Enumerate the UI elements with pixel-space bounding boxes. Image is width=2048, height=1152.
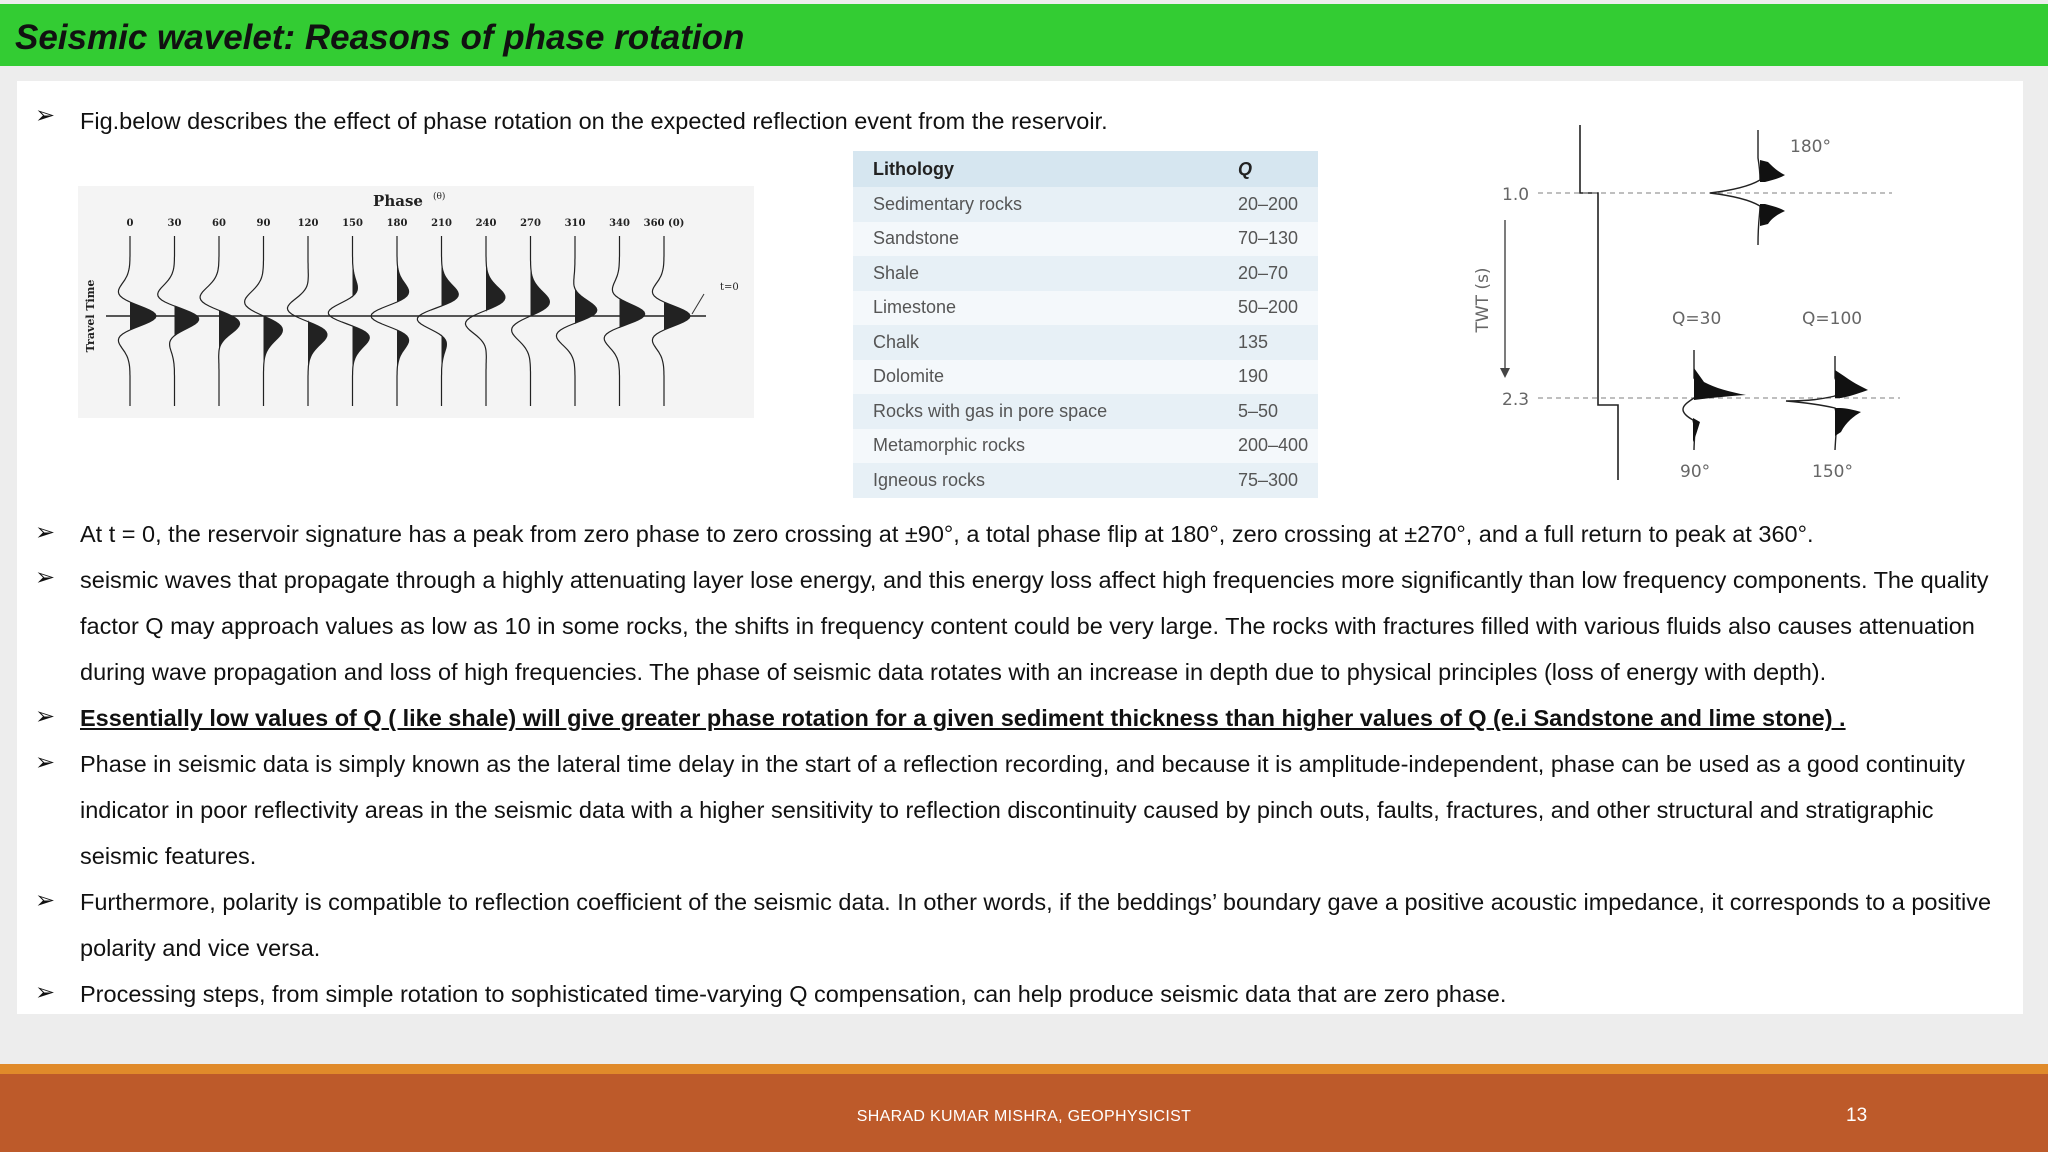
bullet-text-2: At t = 0, the reservoir signature has a peak from zero phase to zero crossing at ±90°, a total phase flip at 180°, zero crossing at ±270°, and a full return to peak at 360°.: [80, 521, 1814, 547]
phase-tick-label: 240: [475, 218, 497, 229]
phase-tick-label: 30: [167, 218, 182, 229]
table-cell-q: 75–300: [1238, 463, 1318, 498]
twt-label-1: 1.0: [1502, 185, 1530, 205]
twt-label-2: 2.3: [1502, 390, 1530, 410]
bullet-arrow-icon: ➢: [35, 518, 56, 546]
footer-accent-band: [0, 1064, 2048, 1074]
table-row: [853, 463, 1318, 498]
table-cell-q: 190: [1238, 360, 1318, 395]
table-header-lithology: Lithology: [853, 151, 1238, 187]
wavelet-180: [1710, 130, 1785, 245]
table-cell-q: 135: [1238, 325, 1318, 360]
table-row: [853, 325, 1318, 360]
phase-tick-label: 60: [212, 218, 226, 229]
table-row: [853, 187, 1318, 222]
table-cell-lithology: Chalk: [853, 325, 1238, 360]
table-cell-q: 50–200: [1238, 291, 1318, 326]
wavelet-trace: [328, 236, 369, 406]
table-header-q: Q: [1238, 151, 1318, 187]
wavelet-fill: [353, 236, 370, 406]
phase-tick-label: 360 (0): [643, 218, 685, 229]
table-cell-lithology: Igneous rocks: [853, 463, 1238, 498]
table-row: [853, 429, 1318, 464]
bullet-text-7: Processing steps, from simple rotation to sophisticated time-varying Q compensation, can help produce seismic data that are zero phase.: [80, 981, 1507, 1007]
phase-tick-label: 340: [609, 218, 630, 229]
table-cell-q: 20–200: [1238, 187, 1318, 222]
q1-phase-label: 90°: [1680, 462, 1711, 482]
wavelet-trace: [465, 236, 505, 406]
slide-title: Seismic wavelet: Reasons of phase rotation: [15, 18, 745, 57]
title-bar: [0, 4, 2048, 66]
phase-tick-label: 180: [386, 218, 408, 229]
footer: [0, 1074, 2048, 1152]
table-cell-q: 200–400: [1238, 429, 1318, 464]
wavelet-fill: [575, 236, 597, 406]
wavelet-fill: [175, 236, 199, 406]
q2-phase-label: 150°: [1812, 462, 1853, 482]
phase-figure-title: Phase: [373, 192, 423, 210]
phase-tick-label: 0: [126, 218, 134, 229]
bullet-arrow-icon: ➢: [35, 702, 56, 730]
wavelet-trace: [371, 236, 409, 406]
wavelet-fill: [397, 236, 409, 406]
table-header-row: [853, 151, 1318, 187]
twt-axis-arrow-icon: [1500, 368, 1510, 378]
bullet-text-1: Fig.below describes the effect of phase rotation on the expected reflection event from the reservoir.: [80, 108, 1108, 134]
bullet-text-4: Essentially low values of Q ( like shale) will give greater phase rotation for a given sediment thickness than higher values of Q (e.i Sandstone and lime stone) .: [80, 705, 1846, 731]
phase-tick-label: 90: [256, 218, 271, 229]
wavelet-trace: [512, 236, 550, 406]
table-cell-lithology: Shale: [853, 256, 1238, 291]
reflectivity-step-line: [1580, 125, 1618, 480]
table-cell-q: 5–50: [1238, 394, 1318, 429]
phase-rotation-figure: [78, 186, 754, 418]
wavelet-q100: [1786, 356, 1868, 450]
table-cell-lithology: Sedimentary rocks: [853, 187, 1238, 222]
phase-figure-t0-label: t=0: [720, 282, 739, 293]
table-row: [853, 394, 1318, 429]
phase-figure-ylabel: Travel Time: [84, 279, 97, 353]
wavelet-fill: [486, 236, 505, 406]
page-number: 13: [1846, 1105, 1868, 1126]
wavelet-fill: [219, 236, 240, 406]
table-row: [853, 360, 1318, 395]
q1-label: Q=30: [1672, 309, 1722, 329]
table-row: [853, 291, 1318, 326]
phase-figure-title-unit: (θ): [433, 192, 446, 202]
q2-label: Q=100: [1802, 309, 1863, 329]
t0-pointer: [692, 294, 704, 314]
twt-q-figure: [1460, 120, 1910, 490]
bullet-arrow-icon: ➢: [35, 748, 56, 776]
bullet-arrow-icon: ➢: [35, 101, 56, 129]
table-cell-lithology: Limestone: [853, 291, 1238, 326]
wavelet-trace: [417, 236, 458, 406]
table-cell-lithology: Rocks with gas in pore space: [853, 394, 1238, 429]
wavelet-q30: [1683, 350, 1746, 450]
bullet-text-6: Furthermore, polarity is compatible to reflection coefficient of the seismic data. In other words, if the beddings’ boundary gave a positive acoustic impedance, it corresponds to a positive polarity and vice versa.: [80, 889, 1992, 961]
top-phase-label: 180°: [1790, 137, 1831, 157]
twt-axis-label: TWT (s): [1473, 267, 1493, 333]
phase-tick-label: 270: [520, 218, 541, 229]
wavelet-fill: [442, 236, 459, 406]
bullet-arrow-icon: ➢: [35, 978, 56, 1006]
phase-tick-label: 210: [431, 218, 452, 229]
wavelet-fill: [531, 236, 550, 406]
wavelet-fill: [620, 236, 645, 406]
table-row: [853, 222, 1318, 257]
table-row: [853, 256, 1318, 291]
table-cell-lithology: Dolomite: [853, 360, 1238, 395]
bullet-arrow-icon: ➢: [35, 563, 56, 591]
bullet-text-3: seismic waves that propagate through a highly attenuating layer lose energy, and this energy loss affect high frequencies more significantly than low frequency components. The quality factor Q may approach values as low as 10 in some rocks, the shifts in frequency content could be very large. The rocks with fractures filled with various fluids also causes attenuation during wave propagation and loss of high frequencies. The phase of seismic data rotates with an increase in depth due to physical principles (loss of energy with depth).: [80, 567, 1989, 685]
table-cell-q: 20–70: [1238, 256, 1318, 291]
table-cell-lithology: Sandstone: [853, 222, 1238, 257]
phase-wavelets-svg: [78, 186, 754, 418]
bullet-text-5: Phase in seismic data is simply known as the lateral time delay in the start of a reflection recording, and because it is amplitude-independent, phase can be used as a good continuity indicator in poor reflectivity areas in the seismic data with a higher sensitivity to reflection discontinuity caused by pinch outs, faults, fractures, and other structural and stratigraphic seismic features.: [80, 751, 1966, 869]
wavelet-trace: [287, 236, 327, 406]
phase-tick-label: 310: [564, 218, 586, 229]
phase-tick-label: 150: [342, 218, 363, 229]
table-cell-q: 70–130: [1238, 222, 1318, 257]
phase-tick-label: 120: [297, 218, 319, 229]
wavelet-fill: [308, 236, 327, 406]
bullet-arrow-icon: ➢: [35, 886, 56, 914]
table-cell-lithology: Metamorphic rocks: [853, 429, 1238, 464]
footer-author: SHARAD KUMAR MISHRA, GEOPHYSICIST: [856, 1108, 1192, 1125]
lithology-q-table: [853, 151, 1318, 498]
